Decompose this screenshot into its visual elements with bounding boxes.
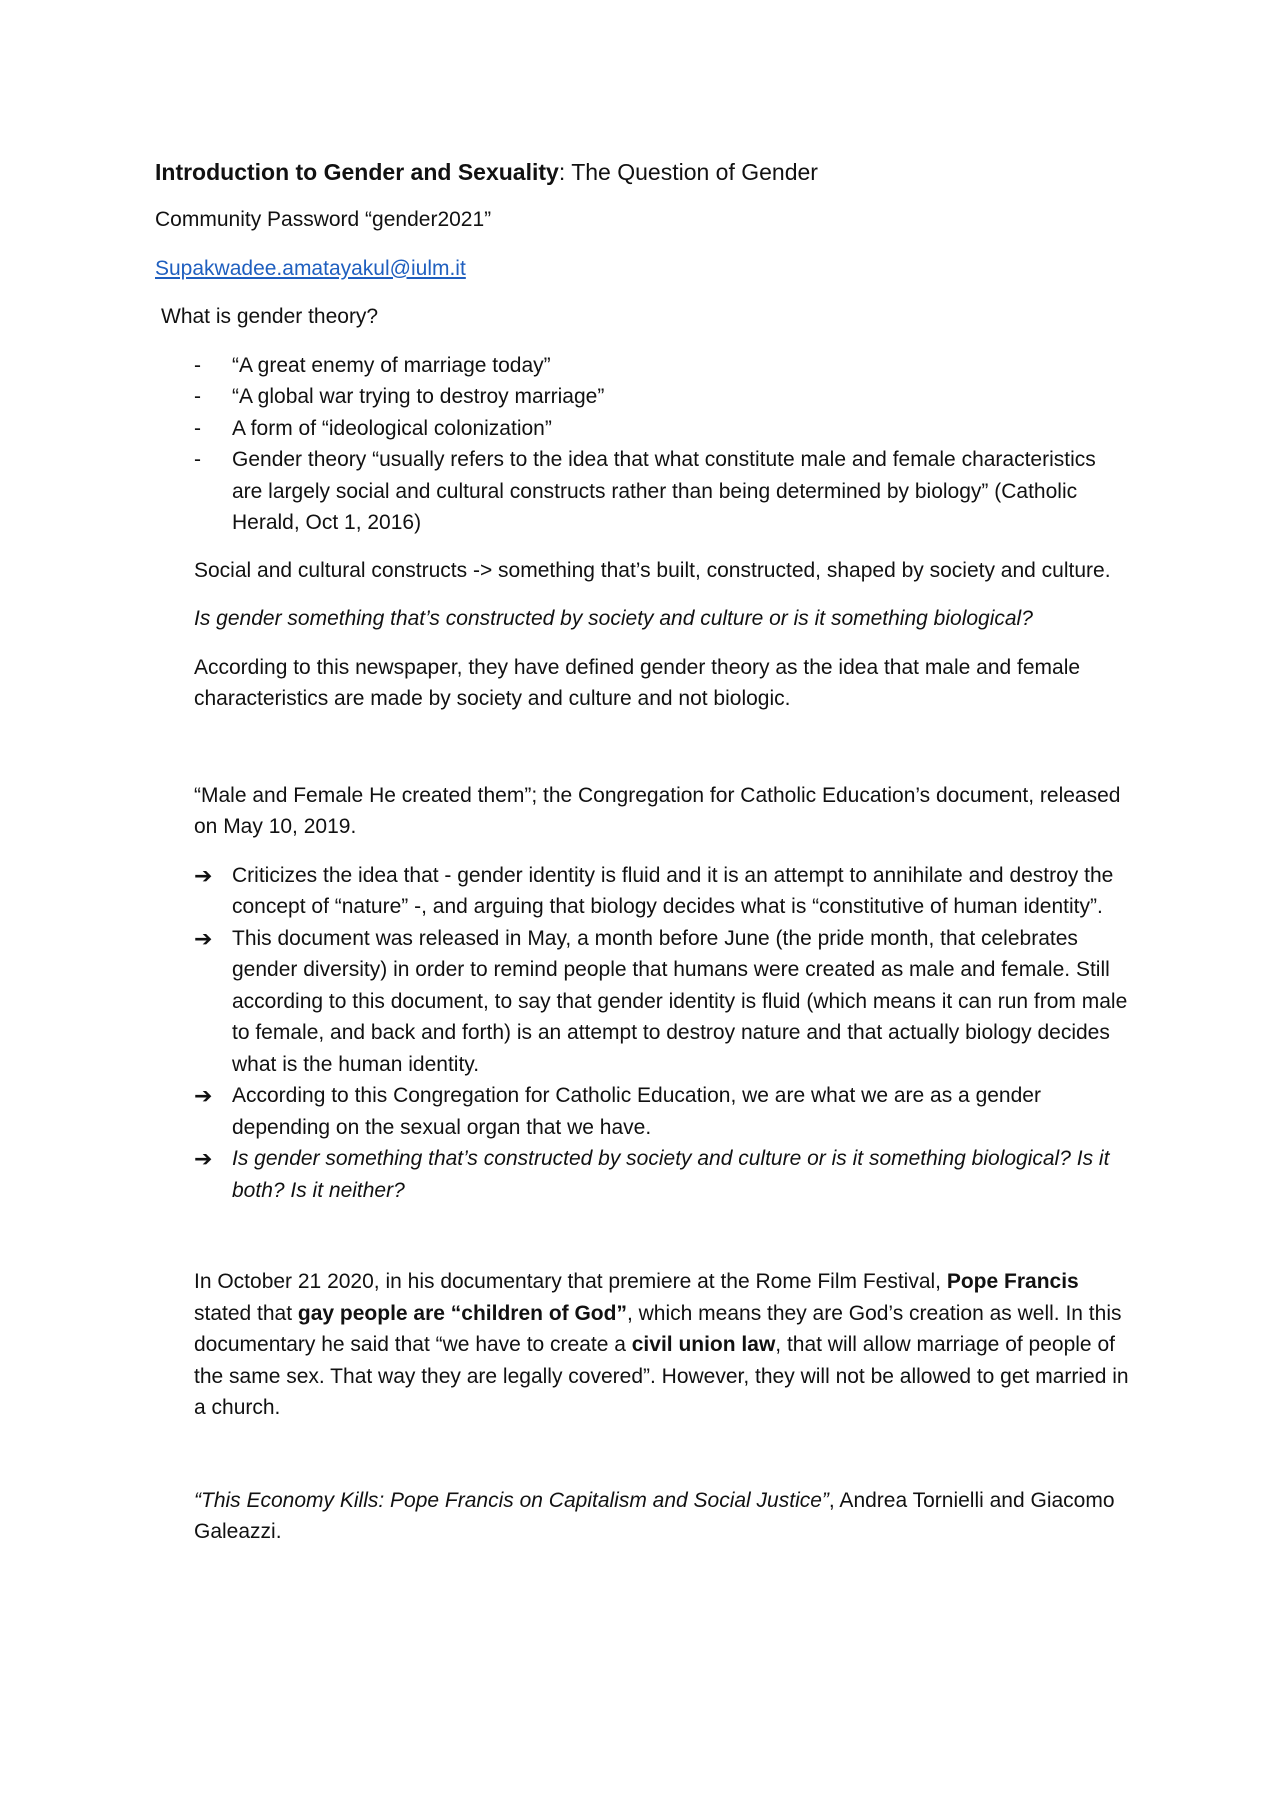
citation-title: “This Economy Kills: Pope Francis on Capitalism and Social Justice” (194, 1488, 829, 1512)
list-item (194, 923, 1130, 1081)
pope-bold: Pope Francis (946, 1270, 1079, 1293)
dash-list (194, 350, 1130, 539)
question-heading: What is gender theory? (161, 305, 379, 328)
list-item (194, 413, 1130, 445)
pope-paragraph (194, 1266, 1130, 1424)
citation-paragraph (194, 1485, 1130, 1548)
list-item (194, 444, 1130, 539)
spacer (155, 732, 1130, 780)
document-title (155, 155, 1130, 189)
document-paragraph: “Male and Female He created them”; the Congregation for Catholic Education’s document, released on May 10, 2019. (194, 783, 1121, 838)
list-item-text: Gender theory “usually refers to the idea that what constitute male and female characteristics are largely social and cultural constructs rather than being determined by biology” (Catholic Herald, Oct 1, 2016) (232, 448, 1096, 534)
newspaper-paragraph: According to this newspaper, they have defined gender theory as the idea that male and female characteristics are made by society and culture and not biologic. (194, 655, 1081, 710)
dash-marker: - (194, 448, 201, 471)
pope-text: , which means they are God’s creation as well. In this documentary he said that “we have to create a (194, 1301, 1122, 1356)
italic-question (194, 603, 1130, 635)
email-link[interactable]: Supakwadee.amatayakul@iulm.it (155, 256, 466, 280)
citation-authors: , Andrea Tornielli and Giacomo Galeazzi. (194, 1488, 1115, 1543)
arrow-list (194, 860, 1130, 1207)
list-item-text: Criticizes the idea that - gender identity is fluid and it is an attempt to annihilate and destroy the concept of “nature” -, and arguing that biology decides what is “constitutive of human identity”. (232, 863, 1114, 918)
arrow-icon: ➔ (194, 1083, 213, 1108)
spacer (155, 1222, 1130, 1266)
title-bold: Introduction to Gender and Sexuality (155, 159, 559, 185)
dash-marker: - (194, 416, 201, 440)
password-line: Community Password “gender2021” (155, 208, 492, 231)
email-line (155, 253, 1130, 285)
pope-bold: gay people are “children of God” (297, 1301, 627, 1325)
list-item (194, 860, 1130, 923)
list-item-text: According to this Congregation for Catholic Education, we are what we are as a gender depending on the sexual organ that we have. (232, 1084, 1041, 1139)
list-item-text: Is gender something that’s constructed by society and culture or is it something biological? Is it both? Is it neither? (232, 1147, 1110, 1202)
arrow-icon: ➔ (194, 925, 213, 951)
list-item (194, 381, 1130, 413)
spacer (155, 1441, 1130, 1485)
list-item-text: “A great enemy of marriage today” (232, 353, 551, 377)
constructs-paragraph: Social and cultural constructs -> something that’s built, constructed, shaped by society and culture. (194, 558, 1111, 582)
pope-text: , that will allow marriage of people of the same sex. That way they are legally covered”. However, they will not be allowed to get married in a church. (194, 1333, 1129, 1419)
list-item-text: A form of “ideological colonization” (232, 416, 552, 440)
title-rest: : The Question of Gender (558, 159, 818, 185)
italic-question-text: Is gender something that’s constructed by society and culture or is it something biological? (194, 607, 1033, 630)
arrow-icon: ➔ (194, 862, 213, 888)
list-item-text: “A global war trying to destroy marriage” (232, 385, 605, 408)
list-item (194, 1080, 1130, 1143)
arrow-icon: ➔ (194, 1146, 213, 1171)
list-item-text: This document was released in May, a month before June (the pride month, that celebrates gender diversity) in order to remind people that humans were created as male and female. Still according to this document, to say that gender identity is fluid (which means it can run from male to female, and back and forth) is an attempt to destroy nature and that actually biology decides what is the human identity. (232, 926, 1128, 1076)
dash-marker: - (194, 353, 201, 377)
pope-text: In October 21 2020, in his documentary that premiere at the Rome Film Festival, (194, 1270, 947, 1293)
dash-marker: - (194, 385, 201, 408)
pope-bold: civil union law (631, 1333, 776, 1356)
pope-text: stated that (194, 1301, 298, 1325)
list-item (194, 1143, 1130, 1206)
list-item (194, 350, 1130, 382)
